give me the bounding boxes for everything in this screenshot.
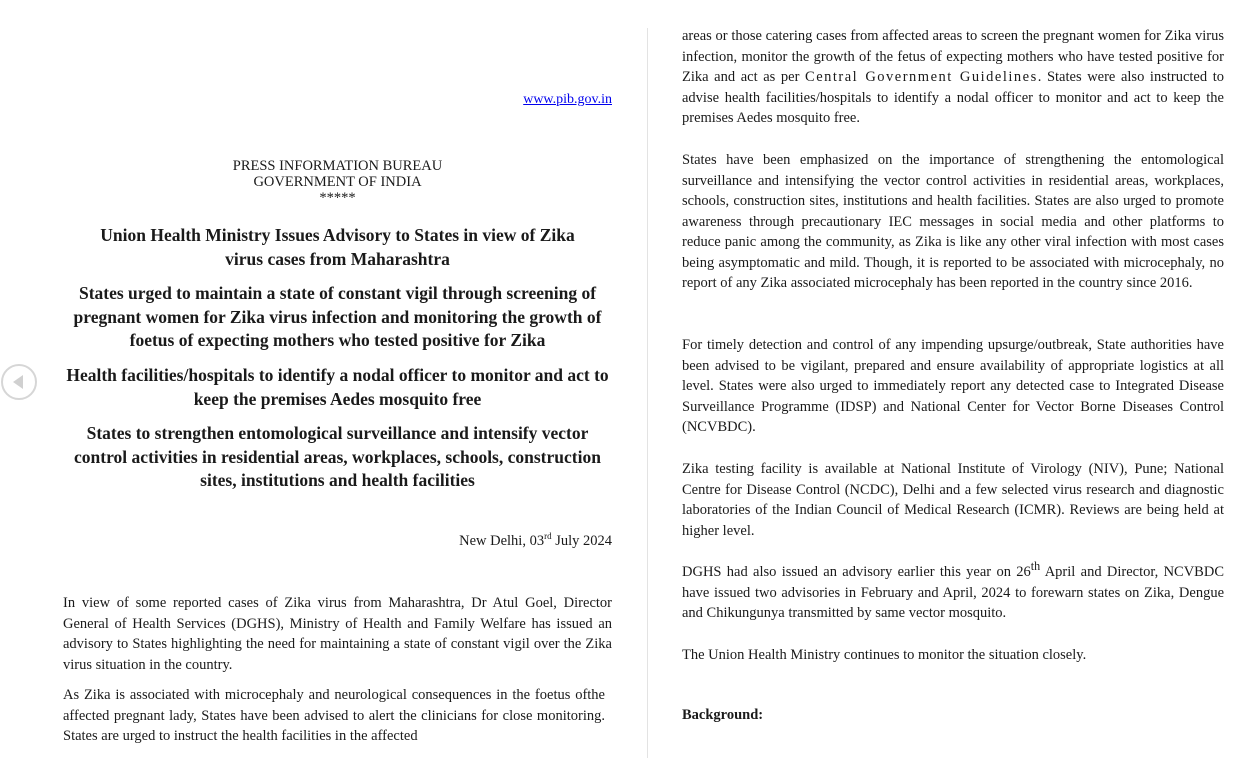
sub-headline-2: Health facilities/hospitals to identify a nodal officer to monitor and act to keep the premises Aedes mosquito free (66, 365, 609, 409)
body-paragraph: The Union Health Ministry continues to monitor the situation closely. (682, 647, 1087, 663)
body-paragraph: In view of some reported cases of Zika virus from Maharashtra, Dr Atul Goel, Director General of Health Services (DGHS), Ministry of Health and Family Welfare has issued an advisory to States highlighting the need for maintaining a state of constant vigil over the Zika virus situation in the country. (63, 595, 612, 673)
government-name: GOVERNMENT OF INDIA (253, 174, 422, 190)
sub-headline-1: States urged to maintain a state of constant vigil through screening of pregnant women for Zika virus infection and monitoring the growth of foetus of expecting mothers who tested positive for Zika (73, 283, 602, 350)
bureau-header (63, 158, 612, 206)
body-paragraph: areas or those catering cases from affected areas to screen the pregnant women for Zika virus infection, monitor the growth of the fetus of expecting mothers who have tested positive for Zika and act as per Central Government Guidelines. States were also instructed to advise health facilities/hospitals to identify a nodal officer to monitor and act to keep the premises Aedes mosquito free. (682, 28, 1224, 126)
page-divider (647, 28, 648, 758)
body-paragraph: As Zika is associated with microcephaly and neurological consequences in the foetus ofthe affected pregnant lady, States have been advised to alert the clinicians for close monitoring. States are urged to instruct the health facilities in the affected (63, 687, 605, 744)
bureau-name: PRESS INFORMATION BUREAU (232, 158, 443, 174)
pib-website-link[interactable]: www.pib.gov.in (523, 92, 612, 107)
dateline: New Delhi, 03rd July 2024 (459, 531, 612, 549)
guidelines-reference: Central Government Guidelines (805, 69, 1038, 85)
body-paragraph: For timely detection and control of any impending upsurge/outbreak, State authorities have been advised to be vigilant, prepared and ensure availability of appropriate logistics at all level. States were also urged to immediately report any detected case to Integrated Disease Surveillance Programme (IDSP) and National Center for Vector Borne Diseases Control (NCVBDC). (682, 337, 1224, 435)
sub-headline-3: States to strengthen entomological surveillance and intensify vector control activities in residential areas, workplaces, schools, construction sites, institutions and health facilities (74, 423, 601, 490)
body-paragraph: Zika testing facility is available at National Institute of Virology (NIV), Pune; National Centre for Disease Control (NCDC), Delhi and a few selected virus research and diagnostic laboratories of the Indian Council of Medical Research (ICMR). Reviews are being held at higher level. (682, 461, 1224, 539)
body-paragraph: DGHS had also issued an advisory earlier this year on 26th April and Director, NCVBDC have issued two advisories in February and April, 2024 to forewarn states on Zika, Dengue and Chikungunya transmitted by same vector mosquito. (682, 559, 1224, 621)
main-headline: Union Health Ministry Issues Advisory to States in view of Zika virus cases from Maharashtra (100, 225, 575, 269)
background-heading: Background: (682, 707, 764, 723)
previous-page-button[interactable] (1, 364, 37, 400)
body-paragraph: States have been emphasized on the importance of strengthening the entomological surveillance and intensifying the vector control activities in residential areas, workplaces, schools, construction sites, institutions and health facilities. States are also urged to promote awareness through precautionary IEC messages in social media and other platforms to reduce panic among the community, as Zika is like any other viral infection with most cases being asymptomatic and mild. Though, it is reported to be associated with microcephaly, no report of any Zika associated microcephaly has been reported in the country since 2016. (682, 152, 1224, 291)
separator-stars: ***** (319, 190, 356, 206)
arrow-left-icon (13, 375, 23, 389)
